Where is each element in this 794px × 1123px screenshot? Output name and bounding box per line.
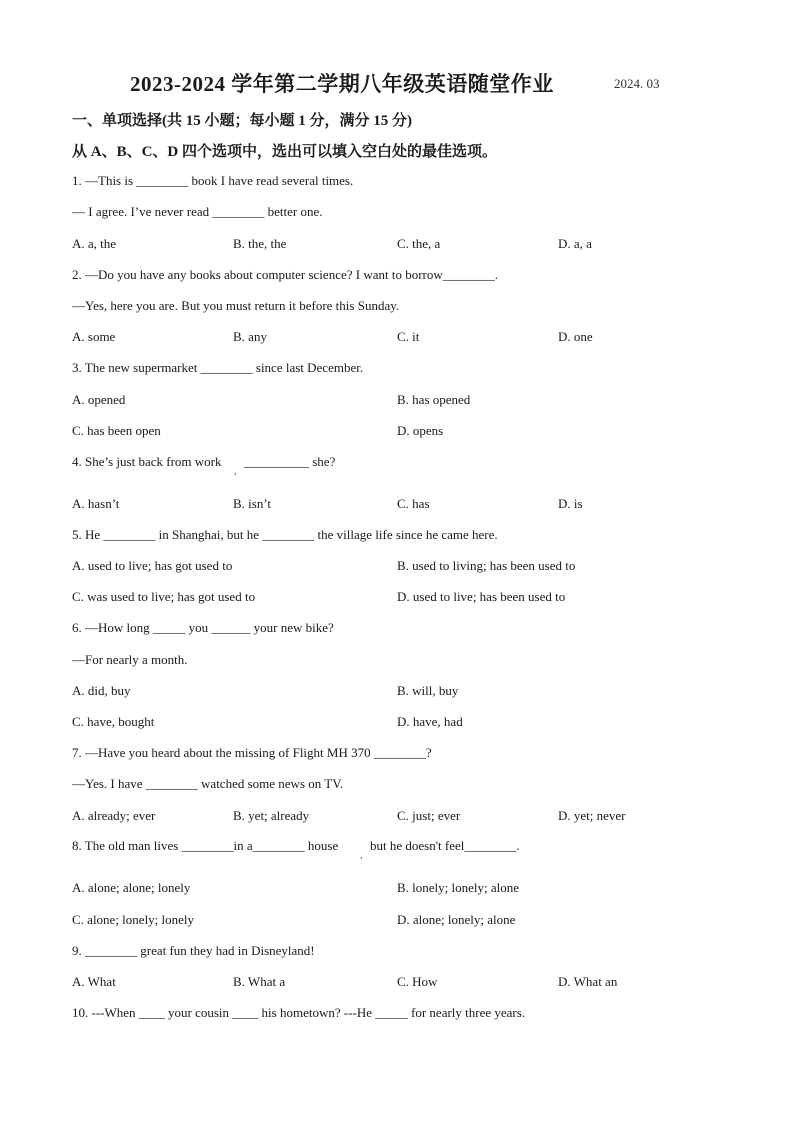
question-1-response: — I agree. I’ve never read ________ better one. (72, 204, 323, 219)
question-9-stem: 9. ________ great fun they had in Disneyland! (72, 943, 315, 958)
question-9-option-c: C. How (397, 974, 438, 989)
question-2-option-c: C. it (397, 329, 420, 344)
question-8-option-a: A. alone; alone; lonely (72, 880, 191, 895)
question-2-option-a: A. some (72, 329, 116, 344)
question-8-stem-tail: but he doesn't feel________. (370, 838, 520, 853)
question-6-stem: 6. —How long _____ you ______ your new bike? (72, 620, 334, 635)
question-6-response: —For nearly a month. (72, 652, 188, 667)
question-8-option-d: D. alone; lonely; alone (397, 912, 516, 927)
question-7-stem: 7. —Have you heard about the missing of Flight MH 370 ________? (72, 745, 432, 760)
question-1-option-b: B. the, the (233, 236, 287, 251)
question-2-option-d: D. one (558, 329, 593, 344)
question-5-option-a: A. used to live; has got used to (72, 558, 233, 573)
question-7-option-b: B. yet; already (233, 808, 310, 823)
question-4-option-b: B. isn’t (233, 496, 272, 511)
question-3-option-d: D. opens (397, 423, 444, 438)
question-8-comma: , (360, 850, 363, 861)
question-5-option-b: B. used to living; has been used to (397, 558, 576, 573)
date-label: 2024. 03 (614, 76, 660, 91)
question-9-option-a: A. What (72, 974, 116, 989)
question-3-option-b: B. has opened (397, 392, 471, 407)
question-5-stem: 5. He ________ in Shanghai, but he ________ the village life since he came here. (72, 527, 498, 542)
section-instruction: 从 A、B、C、D 四个选项中，选出可以填入空白处的最佳选项。 (72, 144, 498, 160)
question-8-stem: 8. The old man lives ________in a________ house (72, 838, 339, 853)
question-7-option-c: C. just; ever (397, 808, 461, 823)
question-7-option-a: A. already; ever (72, 808, 156, 823)
question-7-response: —Yes. I have ________ watched some news on TV. (72, 776, 344, 791)
question-9-option-b: B. What a (233, 974, 286, 989)
question-1-option-c: C. the, a (397, 236, 441, 251)
question-9-option-d: D. What an (558, 974, 618, 989)
question-10-stem: 10. ---When ____ your cousin ____ his hometown? ---He _____ for nearly three years. (72, 1005, 526, 1020)
question-1-stem: 1. —This is ________ book I have read several times. (72, 173, 354, 188)
question-8-option-c: C. alone; lonely; lonely (72, 912, 195, 927)
question-4-stem: 4. She’s just back from work (72, 454, 222, 469)
page-title: 2023-2024 学年第二学期八年级英语随堂作业 (130, 72, 554, 96)
question-4-stem-tail: __________ she? (244, 454, 336, 469)
question-6-option-d: D. have, had (397, 714, 463, 729)
question-2-response: —Yes, here you are. But you must return it before this Sunday. (72, 298, 400, 313)
question-6-option-c: C. have, bought (72, 714, 155, 729)
question-3-option-a: A. opened (72, 392, 126, 407)
question-4-option-c: C. has (397, 496, 430, 511)
question-4-comma: , (234, 466, 237, 477)
question-3-option-c: C. has been open (72, 423, 161, 438)
question-1-option-d: D. a, a (558, 236, 592, 251)
question-1-option-a: A. a, the (72, 236, 117, 251)
question-6-option-a: A. did, buy (72, 683, 131, 698)
question-5-option-c: C. was used to live; has got used to (72, 589, 256, 604)
question-5-option-d: D. used to live; has been used to (397, 589, 566, 604)
section-heading: 一、单项选择(共 15 小题；每小题 1 分，满分 15 分) (72, 113, 412, 129)
question-7-option-d: D. yet; never (558, 808, 626, 823)
question-4-option-d: D. is (558, 496, 583, 511)
question-4-option-a: A. hasn’t (72, 496, 120, 511)
question-8-option-b: B. lonely; lonely; alone (397, 880, 520, 895)
question-3-stem: 3. The new supermarket ________ since last December. (72, 360, 364, 375)
question-6-option-b: B. will, buy (397, 683, 459, 698)
question-2-option-b: B. any (233, 329, 267, 344)
question-2-stem: 2. —Do you have any books about computer science? I want to borrow________. (72, 267, 499, 282)
